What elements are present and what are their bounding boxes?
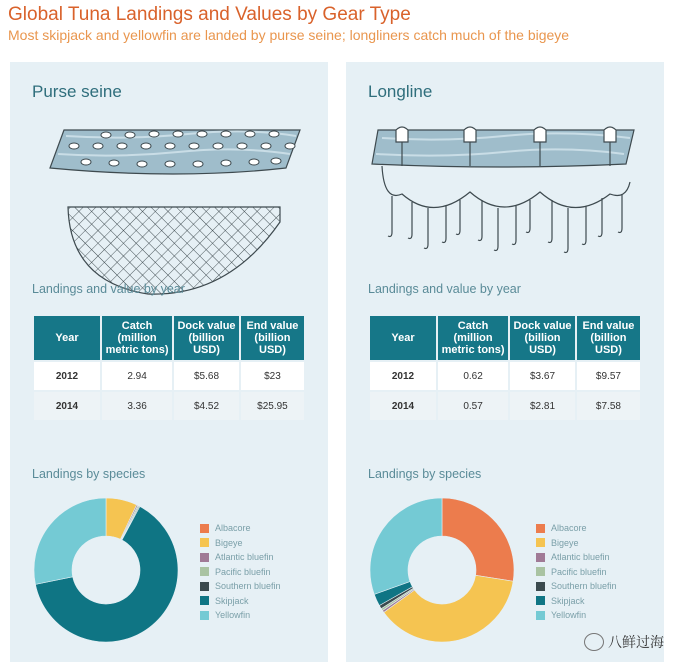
- legend-swatch: [536, 524, 545, 533]
- table-header-row: [34, 316, 304, 360]
- legend-item-yellowfin: [200, 608, 281, 623]
- cell-year: 2012: [370, 362, 436, 390]
- legend-swatch: [536, 538, 545, 547]
- column-header-dock-value: Dock value (billion USD): [174, 316, 239, 360]
- species-legend: [536, 521, 617, 623]
- legend-swatch: [200, 553, 209, 562]
- legend-label: Pacific bluefin: [551, 566, 607, 577]
- cell-year: 2014: [34, 392, 100, 420]
- legend-label: Yellowfin: [215, 610, 251, 621]
- legend-label: Albacore: [551, 523, 587, 534]
- watermark-text: 八鲜过海: [608, 634, 664, 650]
- column-header-catch: Catch (million metric tons): [102, 316, 172, 360]
- legend-item-pacific-bluefin: [200, 565, 281, 580]
- page-title: Global Tuna Landings and Values by Gear Type: [8, 4, 411, 25]
- legend-label: Skipjack: [551, 595, 585, 606]
- legend-swatch: [200, 582, 209, 591]
- legend-item-albacore: [536, 521, 617, 536]
- legend-label: Pacific bluefin: [215, 566, 271, 577]
- legend-label: Southern bluefin: [215, 581, 281, 592]
- cell-end-value: $7.58: [577, 392, 640, 420]
- legend-label: Southern bluefin: [551, 581, 617, 592]
- legend-swatch: [200, 538, 209, 547]
- page-subtitle: Most skipjack and yellowfin are landed by purse seine; longliners catch much of the bigeye: [8, 27, 570, 43]
- table-section-label: Landings and value by year: [32, 282, 185, 296]
- cell-end-value: $23: [241, 362, 304, 390]
- watermark: [584, 632, 664, 652]
- purse-seine-panel: [10, 62, 328, 662]
- legend-item-atlantic-bluefin: [200, 550, 281, 565]
- legend-label: Yellowfin: [551, 610, 587, 621]
- legend-label: Atlantic bluefin: [551, 552, 610, 563]
- table-row: [34, 392, 304, 420]
- cell-year: 2014: [370, 392, 436, 420]
- cell-dock-value: $4.52: [174, 392, 239, 420]
- legend-label: Skipjack: [215, 595, 249, 606]
- species-section-label: Landings by species: [32, 467, 146, 481]
- table-row: [370, 392, 640, 420]
- legend-item-southern-bluefin: [200, 579, 281, 594]
- legend-swatch: [536, 611, 545, 620]
- table-row: [34, 362, 304, 390]
- cell-end-value: $9.57: [577, 362, 640, 390]
- legend-item-southern-bluefin: [536, 579, 617, 594]
- cell-catch: 0.62: [438, 362, 508, 390]
- wechat-icon: [584, 633, 604, 651]
- column-header-end-value: End value (billion USD): [577, 316, 640, 360]
- legend-item-skipjack: [200, 594, 281, 609]
- legend-item-yellowfin: [536, 608, 617, 623]
- table-header-row: [370, 316, 640, 360]
- longline-panel: [346, 62, 664, 662]
- legend-label: Bigeye: [551, 537, 579, 548]
- species-donut-chart: [366, 494, 518, 646]
- column-header-dock-value: Dock value (billion USD): [510, 316, 575, 360]
- panel-title: Longline: [368, 82, 433, 101]
- pie-slice-albacore: [442, 498, 514, 581]
- species-section-label: Landings by species: [368, 467, 482, 481]
- column-header-year: Year: [34, 316, 100, 360]
- legend-label: Bigeye: [215, 537, 243, 548]
- cell-catch: 3.36: [102, 392, 172, 420]
- legend-item-atlantic-bluefin: [536, 550, 617, 565]
- cell-year: 2012: [34, 362, 100, 390]
- cell-dock-value: $3.67: [510, 362, 575, 390]
- legend-swatch: [536, 582, 545, 591]
- legend-swatch: [200, 596, 209, 605]
- legend-item-bigeye: [536, 536, 617, 551]
- species-legend: [200, 521, 281, 623]
- legend-swatch: [200, 611, 209, 620]
- cell-catch: 2.94: [102, 362, 172, 390]
- column-header-catch: Catch (million metric tons): [438, 316, 508, 360]
- pie-slice-yellowfin: [34, 498, 106, 584]
- legend-item-albacore: [200, 521, 281, 536]
- legend-label: Albacore: [215, 523, 251, 534]
- cell-dock-value: $2.81: [510, 392, 575, 420]
- column-header-end-value: End value (billion USD): [241, 316, 304, 360]
- species-donut-chart: [30, 494, 182, 646]
- legend-item-pacific-bluefin: [536, 565, 617, 580]
- legend-swatch: [200, 567, 209, 576]
- landings-table: [368, 314, 642, 422]
- table-section-label: Landings and value by year: [368, 282, 521, 296]
- table-row: [370, 362, 640, 390]
- legend-swatch: [536, 567, 545, 576]
- pie-slice-yellowfin: [370, 498, 442, 594]
- panel-title: Purse seine: [32, 82, 122, 101]
- column-header-year: Year: [370, 316, 436, 360]
- legend-swatch: [536, 553, 545, 562]
- legend-swatch: [200, 524, 209, 533]
- cell-dock-value: $5.68: [174, 362, 239, 390]
- cell-end-value: $25.95: [241, 392, 304, 420]
- legend-label: Atlantic bluefin: [215, 552, 274, 563]
- landings-table: [32, 314, 306, 422]
- cell-catch: 0.57: [438, 392, 508, 420]
- legend-swatch: [536, 596, 545, 605]
- legend-item-bigeye: [200, 536, 281, 551]
- legend-item-skipjack: [536, 594, 617, 609]
